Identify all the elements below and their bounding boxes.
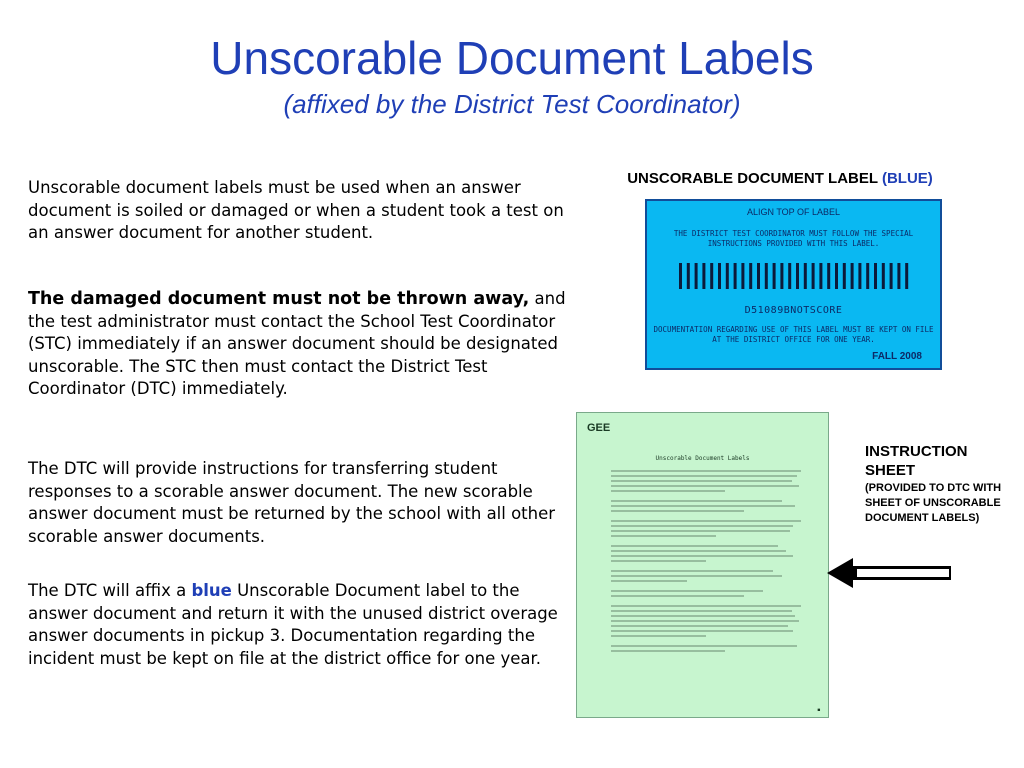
gee-logo: GEE — [587, 422, 611, 434]
label-align-text: ALIGN TOP OF LABEL — [746, 207, 841, 217]
sheet-footer-mark: ■ — [817, 707, 820, 712]
paragraph-dtc-instructions: The DTC will provide instructions for transferring student responses to a scorable answer document. The new scorable answer document must be returned by the school with all other scorable answer documents. — [28, 459, 556, 546]
slide-subtitle: (affixed by the District Test Coordinator) — [283, 89, 741, 119]
slide-title: Unscorable Document Labels — [210, 32, 814, 84]
affix-text-pre: The DTC will affix a — [28, 581, 192, 600]
left-arrow-icon — [827, 558, 953, 588]
damaged-document-emphasis: The damaged document must not be thrown away, — [28, 289, 530, 309]
paragraph-dtc-affix — [28, 580, 568, 670]
label-code: D51089BNOTSCORE — [744, 305, 843, 316]
paragraph-usage: Unscorable document labels must be used when an answer document is soiled or damaged or when a student took a test on an answer document for another student. — [28, 178, 564, 242]
affix-text-post: Unscorable Document label to the answer document and return it with the unused district overage answer documents in pickup 3. Documentation regarding the incident must be kept on file at the district office for one year. — [28, 581, 558, 668]
label-caption-text: UNSCORABLE DOCUMENT LABEL — [627, 170, 882, 187]
instruction-sheet-image — [576, 412, 829, 718]
instruction-caption-head: INSTRUCTION SHEET — [865, 443, 968, 479]
label-caption-color: (BLUE) — [881, 170, 933, 187]
paragraph-damaged-document — [28, 288, 568, 401]
affix-blue-word: blue — [191, 581, 232, 600]
label-season: FALL 2008 — [872, 351, 922, 362]
damaged-document-text: and the test administrator must contact the School Test Coordinator (STC) immediately if an answer document should be designated unscorable. The STC then must contact the District Test Coordinator (DTC) immediately. — [28, 289, 566, 398]
barcode-image — [677, 263, 914, 289]
label-documentation: DOCUMENTATION REGARDING USE OF THIS LABEL MUST BE KEPT ON FILE AT THE DISTRICT OFFICE FOR ONE YEAR. — [653, 325, 934, 344]
sheet-text-lines — [611, 470, 801, 670]
instruction-caption-sub: (PROVIDED TO DTC WITH SHEET OF UNSCORABLE DOCUMENT LABELS) — [865, 482, 1002, 524]
label-instructions: THE DISTRICT TEST COORDINATOR MUST FOLLOW THE SPECIAL INSTRUCTIONS PROVIDED WITH THIS LABEL. — [673, 229, 914, 248]
instruction-sheet-caption — [865, 442, 1015, 526]
sheet-title: Unscorable Document Labels — [655, 455, 750, 462]
blue-label-caption — [560, 170, 1000, 187]
unscorable-document-label — [645, 199, 942, 370]
